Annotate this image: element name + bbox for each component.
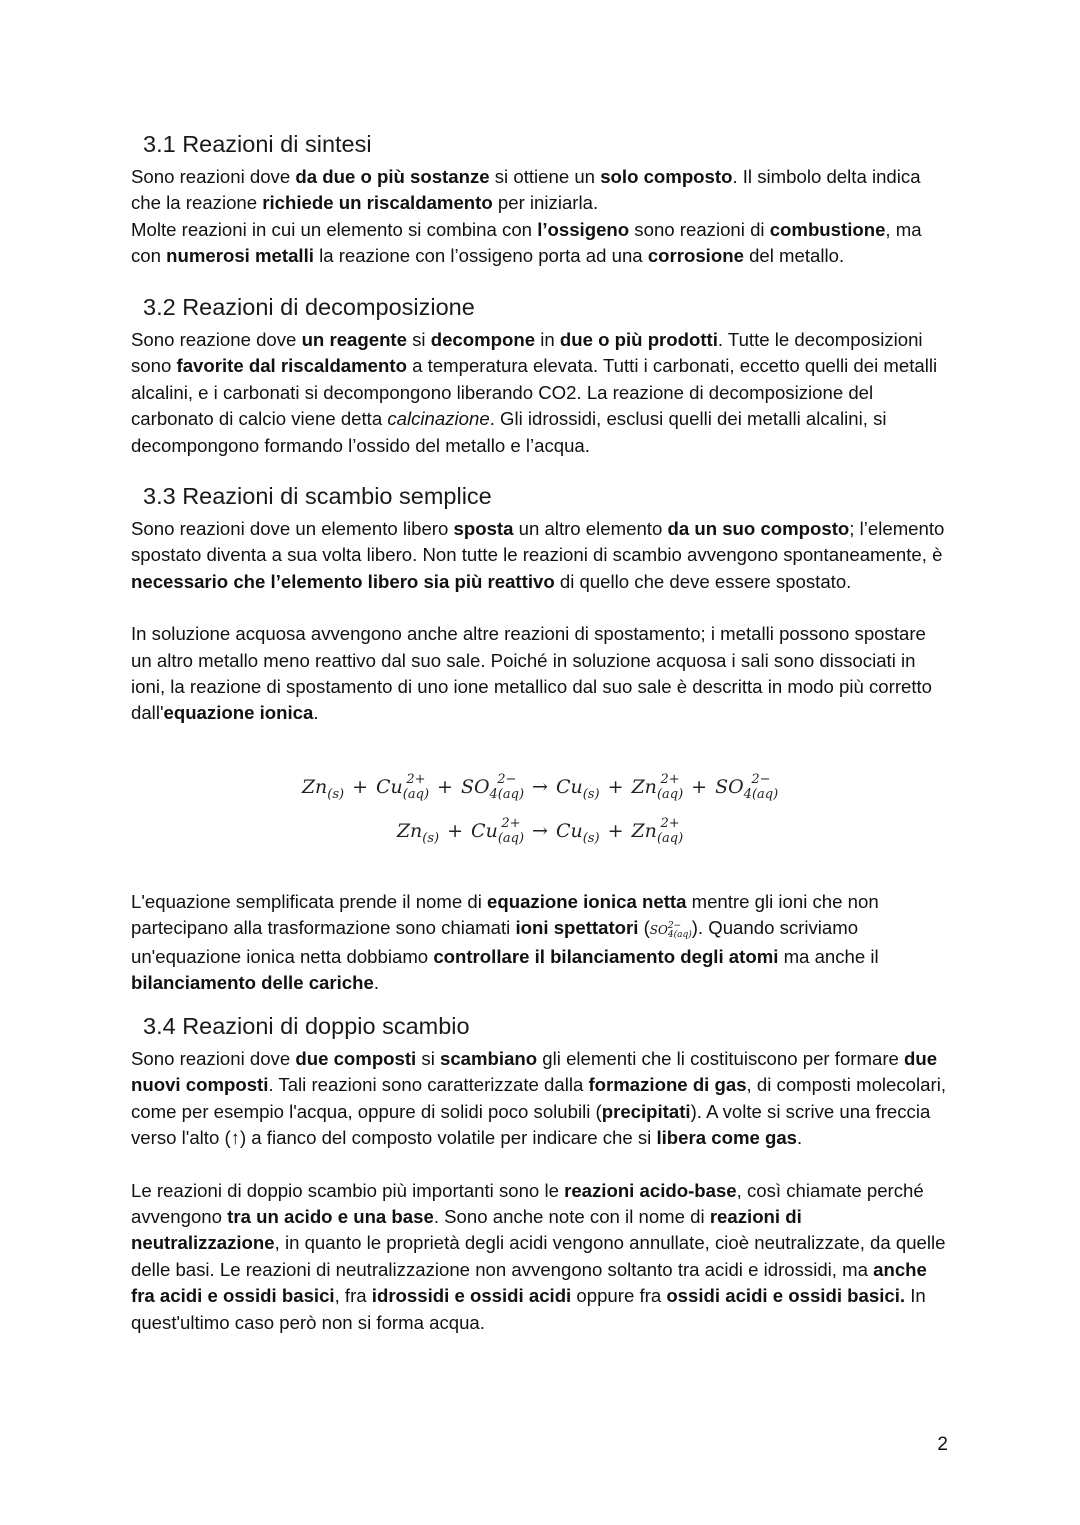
chemical-species: Cu 2+ (aq) xyxy=(376,772,430,802)
ionic-equations xyxy=(0,772,1080,860)
spectator-ion-formula: SO 2− 4(aq) xyxy=(649,920,692,940)
reaction-arrow: → xyxy=(532,776,548,798)
paragraph: Sono reazioni dove da due o più sostanze si ottiene un solo composto. Il simbolo delta indica che la reazione richiede un riscaldamento per iniziarla. Molte reazioni in cui un elemento si combina con l’ossigeno sono reazioni di combustione, ma con numerosi metalli la reazione con l’ossigeno porta ad una corrosione del metallo. xyxy=(131,166,922,267)
paragraph: Sono reazioni dove un elemento libero sposta un altro elemento da un suo composto; l’elemento spostato diventa a sua volta libero. Non tutte le reazioni di scambio avvengono spontaneamente, è necessario che l’elemento libero sia più reattivo di quello che deve essere spostato. xyxy=(131,518,945,592)
plus-sign: + xyxy=(607,820,624,842)
section-spettatori xyxy=(131,889,951,997)
bold-text: da due o più sostanze xyxy=(295,166,490,187)
bold-text: tra un acido e una base xyxy=(227,1206,434,1228)
paragraph: In soluzione acquosa avvengono anche altre reazioni di spostamento; i metalli possono spostare un altro metallo meno reattivo dal suo sale. Poiché in soluzione acquosa i sali sono dissociati in ioni, la reazione di spostamento di uno ione metallico dal suo sale è descritta in modo più corretto dall'equazione ionica. xyxy=(131,623,933,724)
chemical-species: SO 2− 4(aq) xyxy=(715,772,779,802)
chemical-species: Zn (s) xyxy=(396,820,440,846)
paragraph: Sono reazione dove un reagente si decompone in due o più prodotti. Tutte le decomposizioni sono favorite dal riscaldamento a temperatura elevata. Tutti i carbonati, eccetto quelli dei metalli alcalini, e i carbonati si decompongono liberando CO2. La reazione di decomposizione del carbonato di calcio viene detta calcinazione. Gli idrossidi, esclusi quelli dei metalli alcalini, si decompongono formando l’ossido del metallo e l’acqua. xyxy=(131,329,938,456)
bold-text: equazione ionica netta xyxy=(487,891,687,912)
plus-sign: + xyxy=(437,776,453,798)
bold-text: formazione di gas xyxy=(588,1074,747,1096)
bold-text: richiede un riscaldamento xyxy=(262,192,493,214)
bold-text: solo composto xyxy=(600,166,733,187)
bold-text: reazioni di neutralizzazione xyxy=(131,1206,802,1254)
section-title: 3.1 Reazioni di sintesi xyxy=(143,131,372,157)
bold-text: controllare il bilanciamento degli atomi xyxy=(433,945,779,967)
bold-text: decompone xyxy=(430,329,536,350)
plus-sign: + xyxy=(447,820,464,842)
plus-sign: + xyxy=(691,776,708,798)
plus-sign: + xyxy=(352,776,369,798)
paragraph: Le reazioni di doppio scambio più importanti sono le reazioni acido-base, così chiamate perché avvengono tra un acido e una base. Sono anche note con il nome di reazioni di neutralizzazione, in quanto le proprietà degli acidi vengono annullate, cioè neutralizzate, da quelle delle basi. Le reazioni di neutralizzazione non avvengono soltanto tra acidi e idrossidi, ma anche fra acidi e ossidi basici, fra idrossidi e ossidi acidi oppure fra ossidi acidi e ossidi basici. In quest'ultimo caso però non si forma acqua. xyxy=(131,1179,946,1333)
chemical-species: Cu 2+ (aq) xyxy=(471,816,525,846)
section-decomposizione xyxy=(131,293,951,459)
chemical-species: Zn (s) xyxy=(301,776,345,802)
section-sintesi xyxy=(131,130,951,270)
section-title: 3.2 Reazioni di decomposizione xyxy=(143,294,475,320)
bold-text: numerosi metalli xyxy=(166,245,314,267)
chemical-species: SO 2− 4(aq) xyxy=(460,772,525,802)
page-number: 2 xyxy=(937,1434,948,1455)
full-ionic-equation xyxy=(0,772,1080,816)
bold-text: due o più prodotti xyxy=(559,329,718,350)
bold-text: idrossidi e ossidi acidi xyxy=(371,1285,572,1307)
bold-text: sposta xyxy=(453,518,514,539)
section-doppio-scambio xyxy=(131,1012,951,1336)
bold-text: un reagente xyxy=(301,329,407,350)
paragraph: Sono reazioni dove due composti si scambiano gli elementi che li costituiscono per formare due nuovi composti. Tali reazioni sono caratterizzate dalla formazione di gas, di composti molecolari, come per esempio l'acqua, oppure di solidi poco solubili (precipitati). A volte si scrive una freccia verso l'alto (↑) a fianco del composto volatile per indicare che si libera come gas. xyxy=(131,1048,946,1149)
italic-text: calcinazione xyxy=(387,408,490,430)
bold-text: reazioni acido-base xyxy=(564,1179,737,1201)
paragraph: L'equazione semplificata prende il nome di equazione ionica netta mentre gli ioni che non partecipano alla trasformazione sono chiamati ioni spettatori (SO 2− 4(aq) ). Quando scriviamo un'equazione ionica netta dobbiamo controllare il bilanciamento degli atomi ma anche il bilanciamento delle cariche. xyxy=(131,891,879,994)
bold-text: ossidi acidi e ossidi basici. xyxy=(666,1285,906,1307)
section-title: 3.3 Reazioni di scambio semplice xyxy=(143,483,492,509)
section-title: 3.4 Reazioni di doppio scambio xyxy=(143,1013,470,1039)
reaction-arrow: → xyxy=(532,820,548,842)
bold-text: combustione xyxy=(769,218,886,240)
net-ionic-equation xyxy=(0,816,1080,860)
bold-text: libera come gas xyxy=(656,1127,798,1149)
bold-text: anche fra acidi e ossidi basici xyxy=(131,1258,927,1307)
bold-text: equazione ionica xyxy=(163,702,314,724)
bold-text: l’ossigeno xyxy=(537,218,630,240)
bold-text: favorite dal riscaldamento xyxy=(176,355,407,377)
plus-sign: + xyxy=(607,776,624,798)
bold-text: precipitati xyxy=(601,1100,691,1122)
bold-text: scambiano xyxy=(440,1048,538,1069)
bold-text: due composti xyxy=(295,1048,417,1069)
chemical-species: Cu (s) xyxy=(555,776,600,802)
section-scambio-semplice xyxy=(131,482,951,727)
bold-text: necessario che l’elemento libero sia più reattivo xyxy=(131,570,555,592)
chemical-species: Zn 2+ (aq) xyxy=(631,772,684,802)
chemical-species: Zn 2+ (aq) xyxy=(631,816,684,846)
bold-text: bilanciamento delle cariche xyxy=(131,972,374,994)
bold-text: due nuovi composti xyxy=(131,1048,938,1096)
bold-text: corrosione xyxy=(647,245,744,267)
chemical-species: Cu (s) xyxy=(555,820,600,846)
bold-text: ioni spettatori xyxy=(515,917,639,939)
bold-text: da un suo composto xyxy=(667,518,850,539)
